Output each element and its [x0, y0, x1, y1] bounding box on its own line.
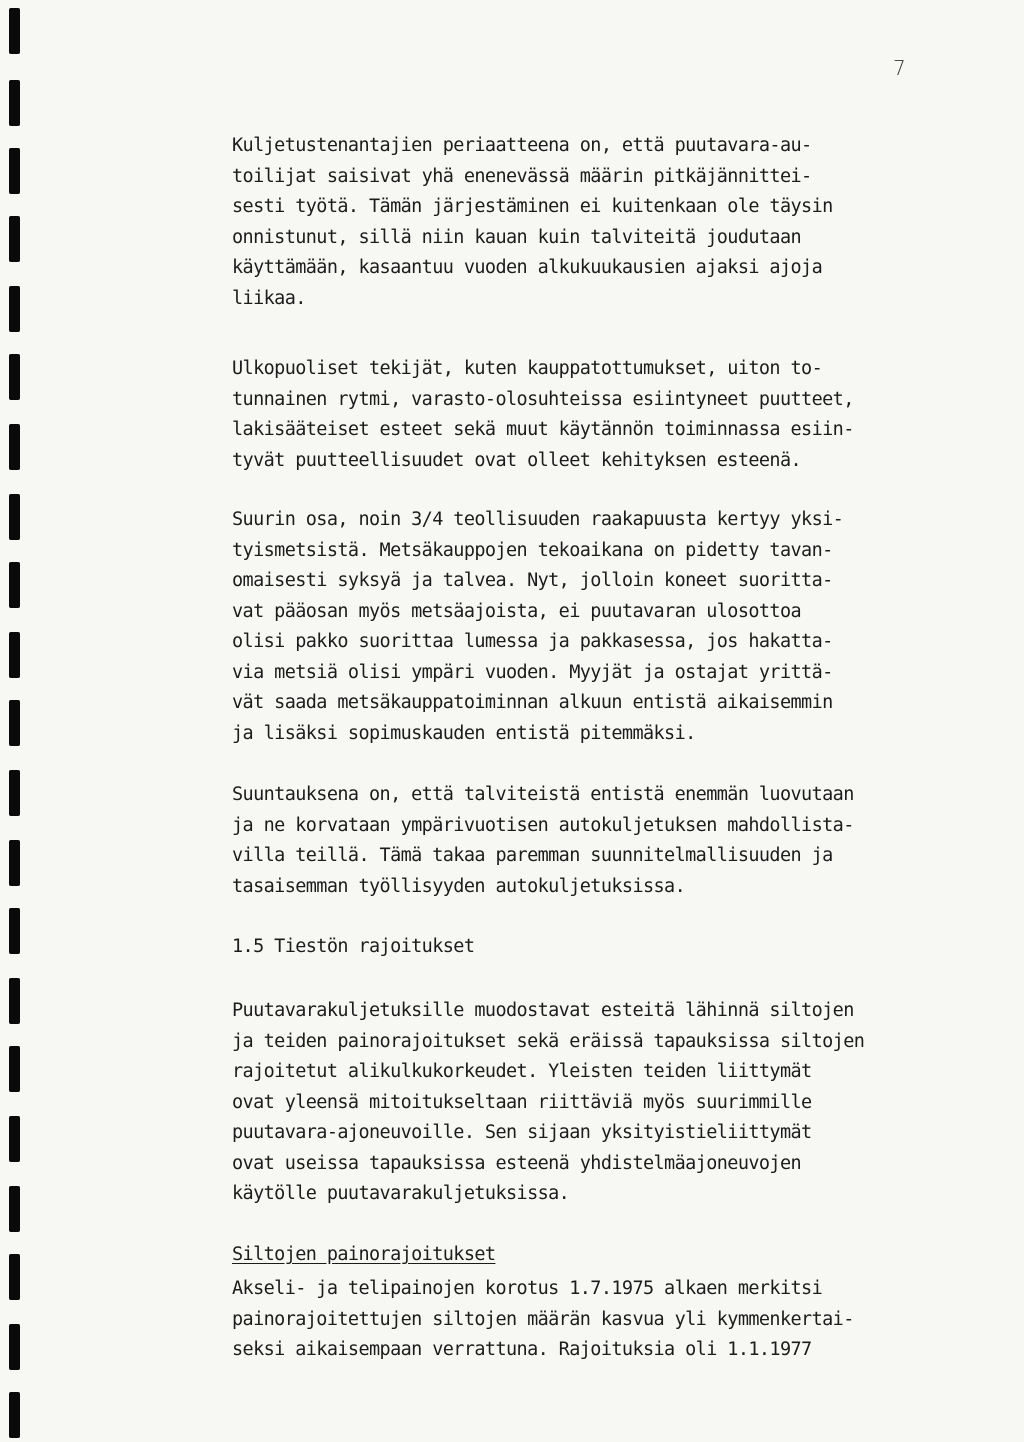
binder-holes — [0, 0, 60, 1442]
binder-hole — [9, 700, 20, 746]
binder-hole — [9, 908, 20, 954]
binder-hole — [9, 770, 20, 816]
page-number: 7 — [893, 56, 906, 80]
binder-hole — [9, 1254, 20, 1300]
paragraph-winter-roads: Suuntauksena on, että talviteistä entistä enemmän luovutaan ja ne korvataan ympärivuotisen autokuljetuksen mahdollista- villa teillä. Tämä takaa paremman suunnitelmallisuuden ja tasaisemman työllisyyden autokuljetuksissa. — [232, 784, 854, 897]
binder-hole — [9, 424, 20, 470]
binder-hole — [9, 148, 20, 194]
binder-hole — [9, 80, 20, 126]
subheading-bridge-weight-limits: Siltojen painorajoitukset — [232, 1244, 496, 1265]
binder-hole — [9, 1324, 20, 1370]
binder-hole — [9, 354, 20, 400]
binder-hole — [9, 562, 20, 608]
paragraph-axle-weights: Akseli- ja telipainojen korotus 1.7.1975 alkaen merkitsi painorajoitettujen siltojen määrän kasvua yli kymmenkertai- seksi aikaisempaan verrattuna. Rajoituksia oli 1.1.1977 — [232, 1278, 854, 1360]
binder-hole — [9, 840, 20, 886]
binder-hole — [9, 1046, 20, 1092]
binder-hole — [9, 1186, 20, 1232]
binder-hole — [9, 632, 20, 678]
binder-hole — [9, 1392, 20, 1438]
binder-hole — [9, 494, 20, 540]
section-heading: 1.5 Tiestön rajoitukset — [232, 936, 475, 957]
paragraph-external-factors: Ulkopuoliset tekijät, kuten kauppatottumukset, uiton to- tunnainen rytmi, varasto-olosuhteissa esiintyneet puutteet, lakisääteiset esteet sekä muut käytännön toiminnassa esiin- tyvät puutteellisuudet ovat olleet kehityksen esteenä. — [232, 358, 854, 471]
paragraph-road-restrictions: Puutavarakuljetuksille muodostavat esteitä lähinnä siltojen ja teiden painorajoitukset sekä eräissä tapauksissa siltojen rajoitetut alikulkukorkeudet. Yleisten teiden liittymät ovat yleensä mitoitukseltaan riittäviä myös suurimmille puutavara-ajoneuvoille. Sen sijaan yksityistieliittymät ovat useissa tapauksissa esteenä yhdistelmäajoneuvojen käytölle puutavarakuljetuksissa. — [232, 1000, 865, 1204]
binder-hole — [9, 216, 20, 262]
paragraph-private-forests: Suurin osa, noin 3/4 teollisuuden raakapuusta kertyy yksi- tyismetsistä. Metsäkauppojen tekoaikana on pidetty tavan- omaisesti syksyä ja talvea. Nyt, jolloin koneet suoritta- vat pääosan myös metsäajoista, ei puutavaran ulosottoa olisi pakko suorittaa lumessa ja pakkasessa, jos hakatta- via metsiä olisi ympäri vuoden. Myyjät ja ostajat yrittä- vät saada metsäkauppatoiminnan alkuun entistä aikaisemmin ja lisäksi sopimuskauden entistä pitemmäksi. — [232, 509, 844, 744]
binder-hole — [9, 978, 20, 1024]
binder-hole — [9, 1116, 20, 1162]
binder-hole — [9, 286, 20, 332]
binder-hole — [9, 8, 20, 54]
paragraph-transport-contractors: Kuljetustenantajien periaatteena on, että puutavara-au- toilijat saisivat yhä enenevässä määrin pitkäjännittei- sesti työtä. Tämän järjestäminen ei kuitenkaan ole täysin onnistunut, sillä niin kauan kuin talviteitä joudutaan käyttämään, kasaantuu vuoden alkukuukausien ajaksi ajoja liikaa. — [232, 135, 833, 309]
